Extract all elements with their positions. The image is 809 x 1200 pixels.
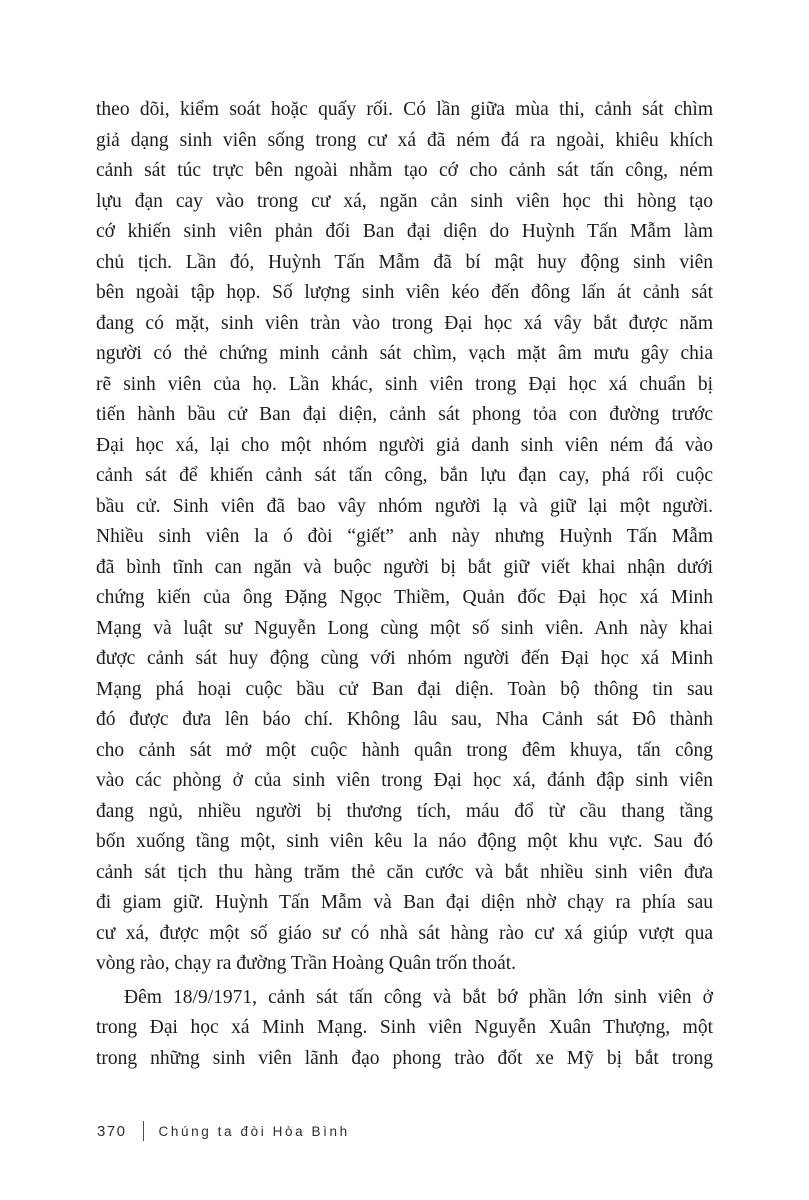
text-line: cư xá, được một số giáo sư có nhà sát hàng rào cư xá giúp vượt qua <box>96 922 713 944</box>
text-line: cảnh sát để khiến cảnh sát tấn công, bắn lựu đạn cay, phá rối cuộc <box>96 465 713 486</box>
text-line: Đại học xá, lại cho một nhóm người giả danh sinh viên ném đá vào <box>96 434 713 456</box>
text-line: cảnh sát tịch thu hàng trăm thẻ căn cước và bắt nhiều sinh viên đưa <box>96 861 713 883</box>
text-line: Nhiều sinh viên la ó đòi “giết” anh này nhưng Huỳnh Tấn Mẫm <box>96 526 713 547</box>
text-line: chủ tịch. Lần đó, Huỳnh Tấn Mẫm đã bí mật huy động sinh viên <box>96 251 713 273</box>
page-footer <box>97 1121 350 1141</box>
text-line: đó được đưa lên báo chí. Không lâu sau, Nha Cảnh sát Đô thành <box>96 709 713 730</box>
text-line: Đêm 18/9/1971, cảnh sát tấn công và bắt bớ phần lớn sinh viên ở <box>124 986 713 1008</box>
text-line: chứng kiến của ông Đặng Ngọc Thiềm, Quản đốc Đại học xá Minh <box>96 587 713 608</box>
text-line: Mạng và luật sư Nguyễn Long cùng một số sinh viên. Anh này khai <box>96 617 713 639</box>
paragraphs-container <box>96 95 713 1074</box>
text-line: lựu đạn cay vào trong cư xá, ngăn cản sinh viên học thi hòng tạo <box>96 190 713 212</box>
text-line: theo dõi, kiểm soát hoặc quấy rối. Có lần giữa mùa thi, cảnh sát chìm <box>96 99 713 120</box>
text-line: bên ngoài tập họp. Số lượng sinh viên kéo đến đông lấn át cảnh sát <box>96 282 713 303</box>
text-line: vào các phòng ở của sinh viên trong Đại học xá, đánh đập sinh viên <box>96 770 713 791</box>
text-line: đã bình tĩnh can ngăn và buộc người bị bắt giữ viết khai nhận dưới <box>96 556 713 578</box>
footer-divider <box>143 1121 144 1141</box>
text-line: được cảnh sát huy động cùng với nhóm người đến Đại học xá Minh <box>96 648 713 669</box>
text-line: rẽ sinh viên của họ. Lần khác, sinh viên trong Đại học xá chuẩn bị <box>96 373 713 395</box>
text-line: tiến hành bầu cử Ban đại diện, cảnh sát phong tỏa con đường trước <box>96 404 713 425</box>
paragraph <box>96 95 713 980</box>
text-line: giả dạng sinh viên sống trong cư xá đã ném đá ra ngoài, khiêu khích <box>96 129 713 151</box>
text-line: trong Đại học xá Minh Mạng. Sinh viên Nguyễn Xuân Thượng, một <box>96 1017 713 1038</box>
paragraph <box>96 983 713 1075</box>
text-line: vòng rào, chạy ra đường Trần Hoàng Quân trốn thoát. <box>96 953 517 974</box>
text-line: cho cảnh sát mở một cuộc hành quân trong đêm khuya, tấn công <box>96 739 713 761</box>
text-line: cớ khiến sinh viên phản đối Ban đại diện do Huỳnh Tấn Mẫm làm <box>96 221 713 242</box>
text-line: người có thẻ chứng minh cảnh sát chìm, vạch mặt âm mưu gây chia <box>96 343 713 364</box>
page-number: 370 <box>97 1122 127 1140</box>
text-line: cảnh sát túc trực bên ngoài nhằm tạo cớ cho cảnh sát tấn công, ném <box>96 160 713 181</box>
text-line: bốn xuống tầng một, sinh viên kêu la náo động một khu vực. Sau đó <box>96 831 713 852</box>
book-title: Chúng ta đòi Hòa Bình <box>158 1123 350 1139</box>
text-line: Mạng phá hoại cuộc bầu cử Ban đại diện. Toàn bộ thông tin sau <box>96 678 713 700</box>
text-line: trong những sinh viên lãnh đạo phong trào đốt xe Mỹ bị bắt trong <box>96 1047 713 1069</box>
text-line: đang có mặt, sinh viên tràn vào trong Đại học xá vây bắt được năm <box>96 312 713 334</box>
text-line: bầu cử. Sinh viên đã bao vây nhóm người lạ và giữ lại một người. <box>96 495 713 517</box>
page-body-text <box>96 95 713 1074</box>
text-line: đi giam giữ. Huỳnh Tấn Mẫm và Ban đại diện nhờ chạy ra phía sau <box>96 892 713 913</box>
text-line: đang ngủ, nhiều người bị thương tích, máu đổ từ cầu thang tầng <box>96 800 713 822</box>
